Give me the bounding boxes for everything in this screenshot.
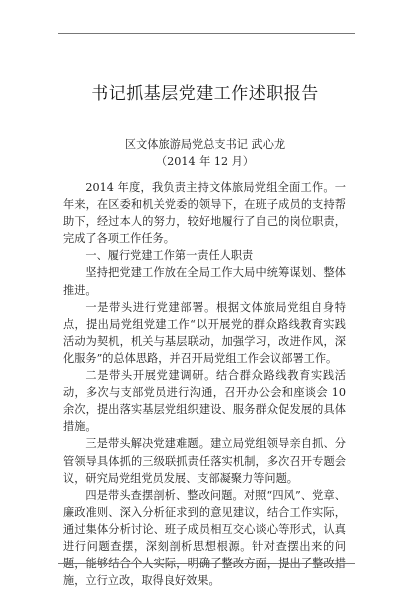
date-line: （2014 年 12 月） xyxy=(155,155,255,168)
footer-rule xyxy=(58,563,355,564)
page-title: 书记抓基层党建工作述职报告 xyxy=(91,84,319,104)
body-paragraph: 一是带头进行党建部署。根据文体旅局党组自身特点，提出局党组党建工作“以开展党的群众路线教育实践活动为契机，机关与基层联动，加强学习，改进作风，深化服务”的总体思路，并召开局党组工作会议部署工作。 xyxy=(63,300,346,365)
report-body xyxy=(63,179,346,589)
body-paragraph: 三是带头解决党建难题。建立局党组领导亲自抓、分管领导具体抓的三级联抓责任落实机制，多次召开专题会议，研究局党组党员发展、支部凝聚力等问题。 xyxy=(63,437,346,485)
author-line: 区文体旅游局党总支书记 武心龙 xyxy=(124,138,286,151)
intro-paragraph: 2014 年度，我负责主持文体旅局党组全面工作。一年来，在区委和机关党委的领导下，在班子成员的支持帮助下，经过本人的努力，较好地履行了自己的岗位职责，完成了各项工作任务。 xyxy=(63,181,346,246)
body-paragraph: 二是带头开展党建调研。结合群众路线教育实践活动，多次与支部党员进行沟通，召开办公会和座谈会 10 余次，提出落实基层党组织建设、服务群众促发展的具体措施。 xyxy=(63,369,346,434)
header-rule xyxy=(58,33,355,34)
body-paragraph: 四是带头查摆剖析、整改问题。对照“四风”、党章、廉政准则、深入分析征求到的意见建议，结合工作实际，通过集体分析讨论、班子成员相互交心谈心等形式，认真进行问题查摆，深刻剖析思想根源。针对查摆出来的问题，能够结合个人实际，明确了整改方面，提出了整改措施，立行立改，取得良好效果。 xyxy=(63,488,346,588)
body-paragraph: 坚持把党建工作放在全局工作大局中统筹谋划、整体推进。 xyxy=(63,266,346,297)
section-heading: 一、履行党建工作第一责任人职责 xyxy=(85,249,254,263)
byline xyxy=(0,136,410,170)
